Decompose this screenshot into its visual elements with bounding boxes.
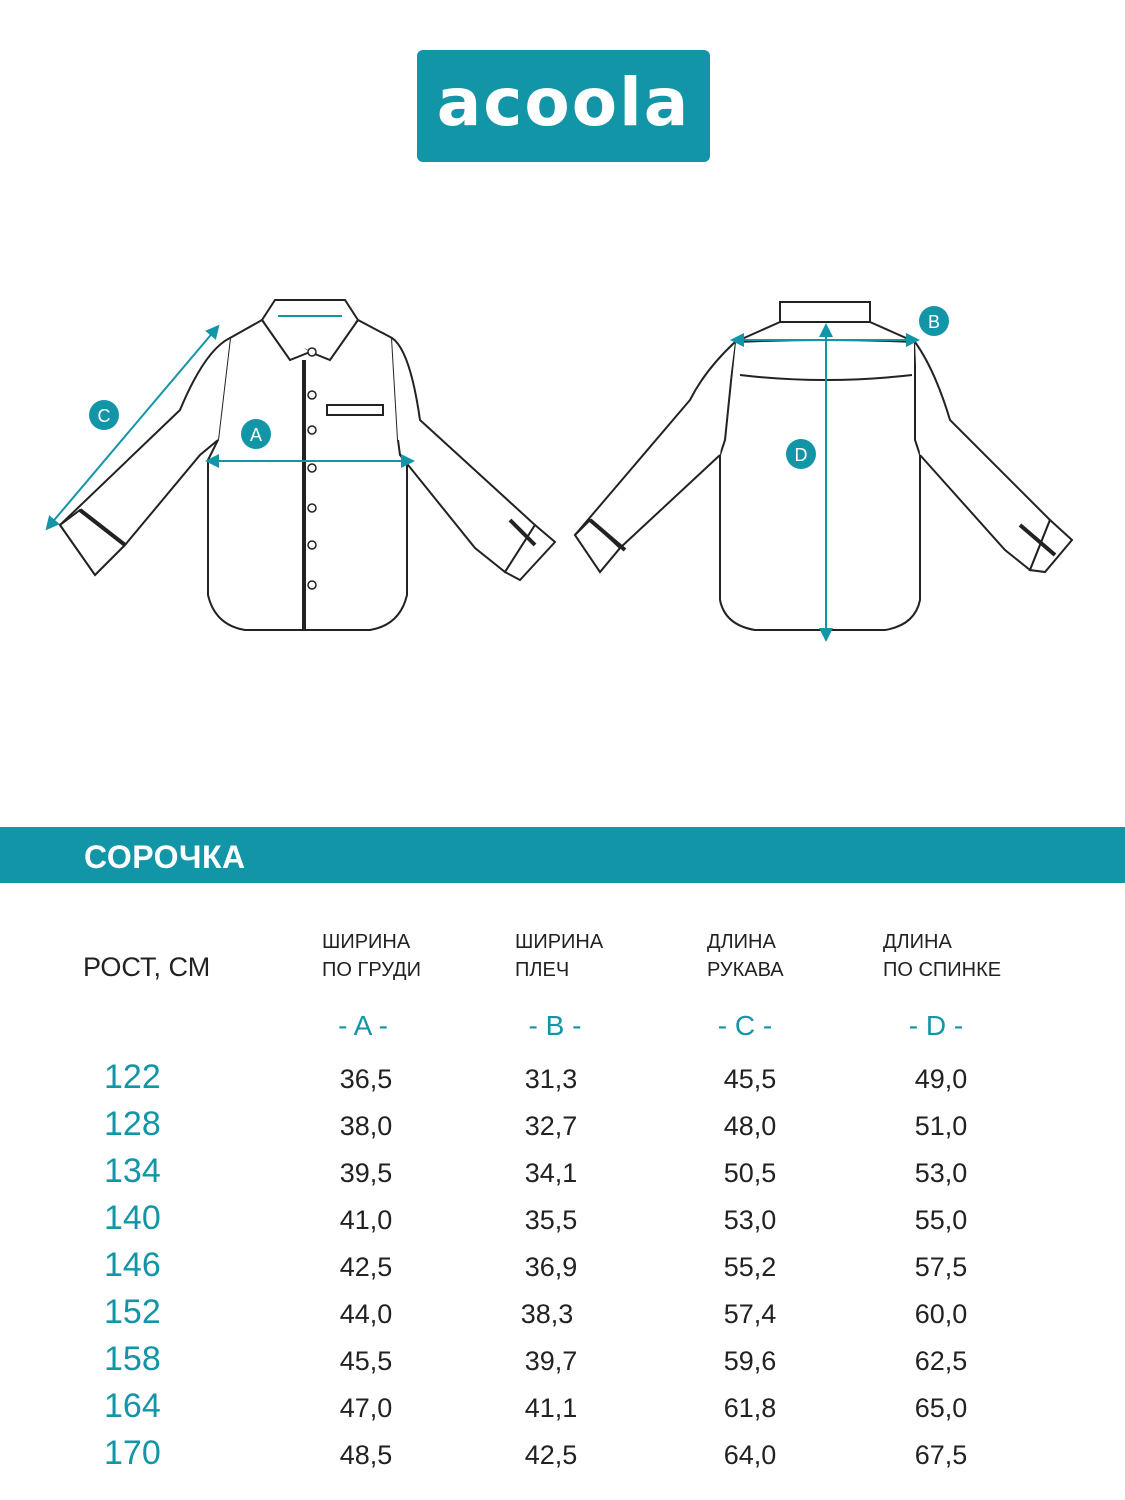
value-cell: 31,3	[524, 1064, 578, 1094]
rost-cell: 140	[104, 1199, 161, 1237]
shirt-back	[575, 302, 1072, 630]
value-cell: 62,5	[914, 1346, 968, 1376]
table-row	[0, 1387, 1125, 1434]
value-cell: 41,1	[524, 1393, 578, 1423]
value-cell: 61,8	[723, 1393, 777, 1423]
value-cell: 47,0	[339, 1393, 393, 1423]
col-header-back	[883, 928, 1001, 984]
label-b-marker	[919, 306, 949, 336]
label-c-marker	[89, 400, 119, 430]
value-cell: 48,5	[339, 1440, 393, 1470]
value-cell: 55,2	[723, 1252, 777, 1282]
col-letter-b: - B -	[528, 1010, 582, 1041]
label-a-marker	[241, 419, 271, 449]
col-letter-c: - C -	[717, 1010, 773, 1041]
rost-cell: 170	[104, 1434, 161, 1472]
value-cell: 41,0	[339, 1205, 393, 1235]
col-header-line: ПО ГРУДИ	[322, 959, 421, 981]
value-cell: 39,5	[339, 1158, 393, 1188]
label-d: D	[794, 445, 808, 465]
value-cell: 45,5	[339, 1346, 393, 1376]
col-header-line: ПО СПИНКЕ	[883, 959, 1002, 981]
col-letter-a: - A -	[338, 1010, 388, 1041]
value-cell: 50,5	[723, 1158, 777, 1188]
value-cell: 36,5	[339, 1064, 393, 1094]
shirt-diagram	[0, 280, 1125, 650]
col-header-line: ДЛИНА	[707, 931, 776, 953]
value-cell: 49,0	[914, 1064, 968, 1094]
value-cell: 42,5	[339, 1252, 393, 1282]
value-cell: 48,0	[723, 1111, 777, 1141]
logo-text: acoola	[436, 64, 691, 141]
brand-logo	[417, 50, 710, 162]
rost-cell: 128	[104, 1105, 161, 1143]
value-cell: 65,0	[914, 1393, 968, 1423]
col-header-line: ШИРИНА	[515, 931, 604, 953]
rost-cell: 152	[104, 1293, 161, 1331]
value-cell: 34,1	[524, 1158, 578, 1188]
table-row	[0, 1152, 1125, 1199]
col-header-line: ШИРИНА	[322, 931, 411, 953]
value-cell: 60,0	[914, 1299, 968, 1329]
value-cell: 59,6	[723, 1346, 777, 1376]
rost-cell: 134	[104, 1152, 161, 1190]
rost-cell: 122	[104, 1058, 161, 1096]
col-letter-d: - D -	[908, 1010, 964, 1041]
shirt-front	[60, 300, 555, 630]
table-row	[0, 1293, 1125, 1340]
value-cell: 38,0	[339, 1111, 393, 1141]
value-cell: 53,0	[914, 1158, 968, 1188]
value-cell: 57,4	[723, 1299, 777, 1329]
value-cell: 51,0	[914, 1111, 968, 1141]
value-cell: 39,7	[524, 1346, 578, 1376]
value-cell: 36,9	[524, 1252, 578, 1282]
value-cell: 55,0	[914, 1205, 968, 1235]
rost-cell: 164	[104, 1387, 161, 1425]
rost-cell: 146	[104, 1246, 161, 1284]
value-cell: 64,0	[723, 1440, 777, 1470]
value-cell: 32,7	[524, 1111, 578, 1141]
table-row	[0, 1246, 1125, 1293]
label-a: A	[249, 425, 263, 445]
col-header-line: ДЛИНА	[883, 931, 952, 953]
table-row	[0, 1105, 1125, 1152]
rost-cell: 158	[104, 1340, 161, 1378]
value-cell: 42,5	[524, 1440, 578, 1470]
table-row	[0, 1199, 1125, 1246]
value-cell: 35,5	[524, 1205, 578, 1235]
col-header-line: ПЛЕЧ	[515, 959, 570, 981]
label-d-marker	[786, 439, 816, 469]
label-b: B	[927, 312, 941, 332]
col-header-sleeve	[707, 928, 784, 984]
value-cell: 53,0	[723, 1205, 777, 1235]
table-title: СОРОЧКА	[84, 839, 246, 875]
col-header-shoulders	[515, 928, 603, 984]
table-row	[0, 1058, 1125, 1105]
col-header-chest	[322, 928, 421, 984]
title-banner	[0, 827, 1125, 883]
table-row	[0, 1434, 1125, 1481]
value-cell: 38,3	[520, 1299, 574, 1329]
value-cell: 44,0	[339, 1299, 393, 1329]
label-c: C	[97, 406, 111, 426]
col-header-line: РУКАВА	[707, 959, 784, 981]
value-cell: 45,5	[723, 1064, 777, 1094]
value-cell: 67,5	[914, 1440, 968, 1470]
row-header: РОСТ, СМ	[83, 952, 211, 982]
table-row	[0, 1340, 1125, 1387]
value-cell: 57,5	[914, 1252, 968, 1282]
